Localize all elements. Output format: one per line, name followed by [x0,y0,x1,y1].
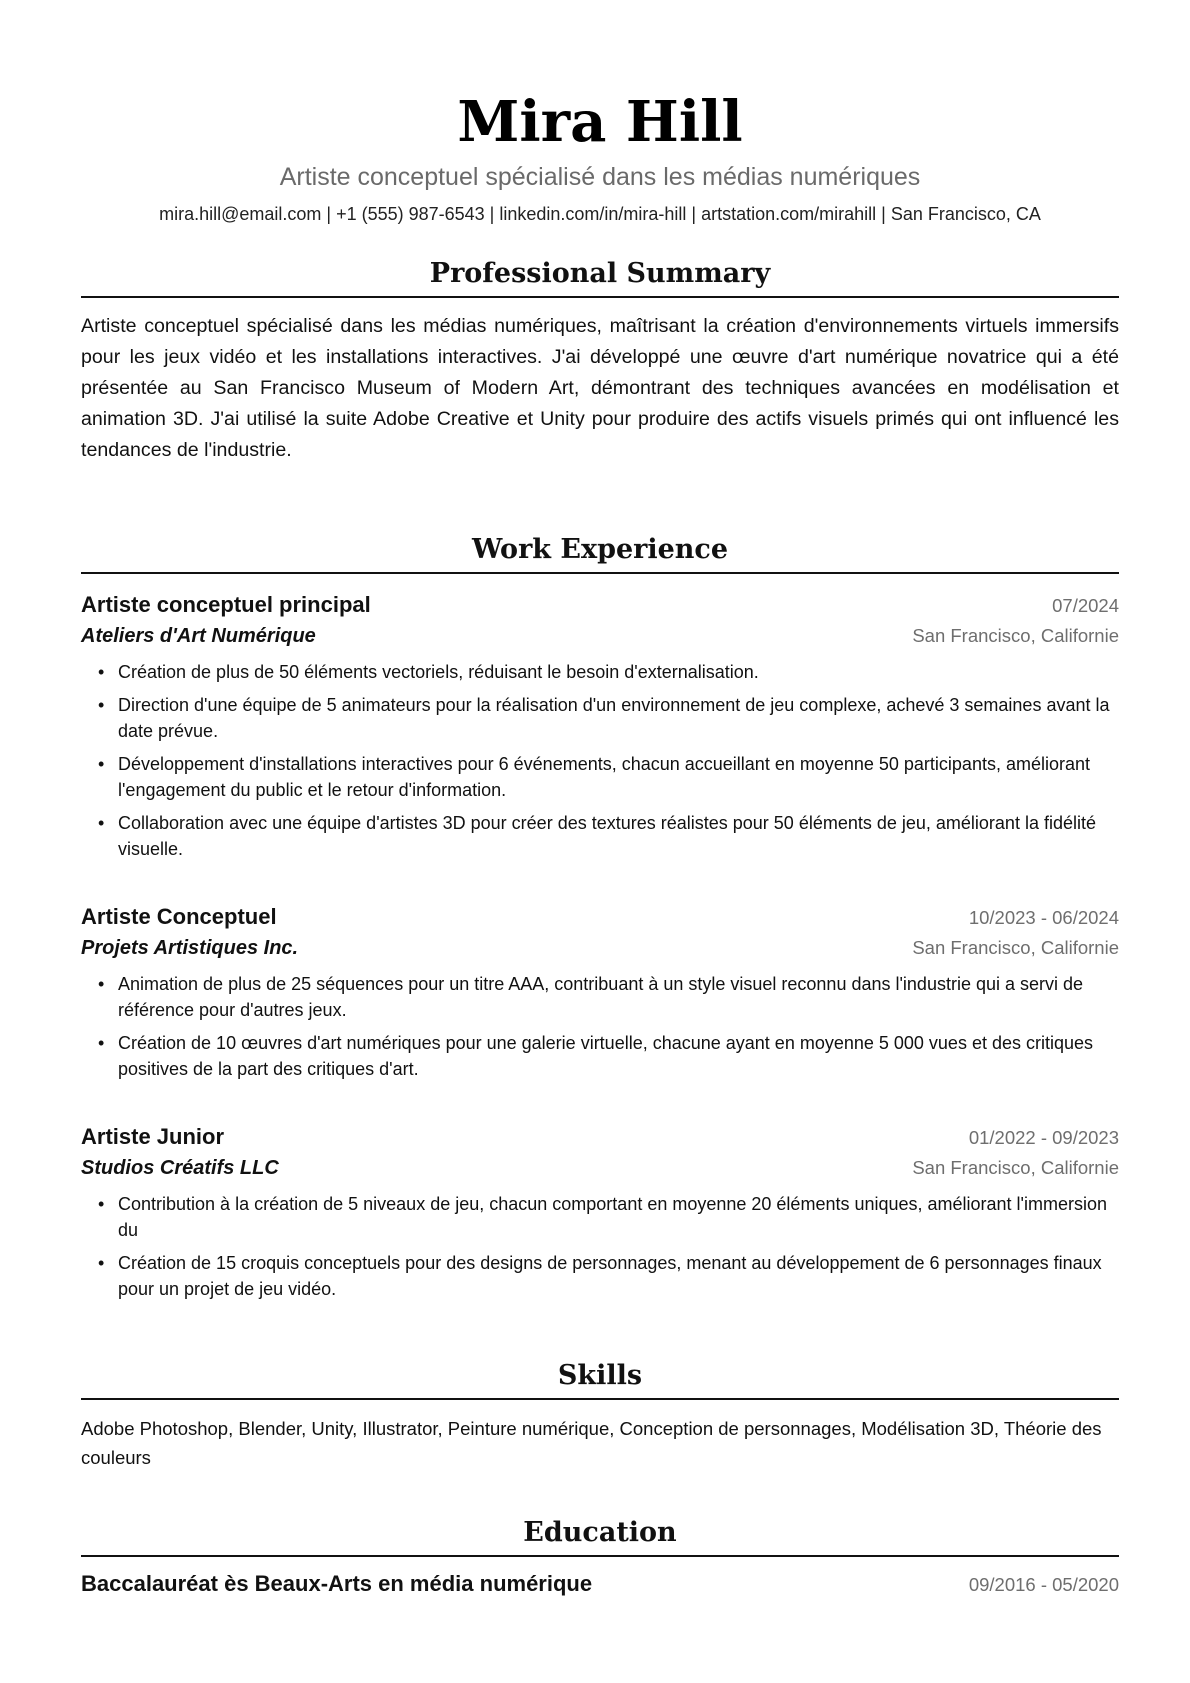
job-bullets [81,659,1119,862]
bullet-item [81,810,1119,862]
bullet-dot: • [98,813,105,833]
job-title: Artiste Junior [81,1124,225,1149]
job-entry [81,590,1119,862]
bullet-item [81,692,1119,744]
job-bullets [81,1191,1119,1302]
bullet-dot: • [98,1253,105,1273]
job-location: San Francisco, Californie [912,1157,1119,1178]
skills-list: Adobe Photoshop, Blender, Unity, Illustrator, Peinture numérique, Conception de personnages, Modélisation 3D, Théorie des couleurs [81,1418,1102,1468]
job-bullets [81,971,1119,1082]
resume-page [81,0,1119,1596]
education-section [81,1517,1119,1600]
bullet-text: Création de 10 œuvres d'art numériques pour une galerie virtuelle, chacune ayant en moyenne 5 000 vues et des critiques positives de la part des critiques d'art. [118,1033,1094,1079]
contact-line: mira.hill@email.com | +1 (555) 987-6543 | linkedin.com/in/mira-hill | artstation.com/mirahill | San Francisco, CA [159,204,1041,224]
experience-heading: Work Experience [81,534,1119,574]
bullet-dot: • [98,695,105,715]
summary-section [81,258,1119,466]
bullet-text: Direction d'une équipe de 5 animateurs pour la réalisation d'un environnement de jeu complexe, achevé 3 semaines avant la date prévue. [118,695,1110,741]
bullet-dot: • [98,754,105,774]
summary-heading: Professional Summary [81,258,1119,298]
bullet-text: Développement d'installations interactives pour 6 événements, chacun accueillant en moyenne 50 participants, améliorant l'engagement du public et le retour d'information. [118,754,1090,800]
bullet-dot: • [98,1194,105,1214]
candidate-name: Mira Hill [457,89,743,155]
skills-heading: Skills [81,1360,1119,1400]
job-title: Artiste Conceptuel [81,904,277,929]
job-entry [81,1122,1119,1302]
experience-section [81,534,1119,1309]
bullet-text: Création de plus de 50 éléments vectoriels, réduisant le besoin d'externalisation. [118,662,759,682]
bullet-text: Collaboration avec une équipe d'artistes 3D pour créer des textures réalistes pour 50 éléments de jeu, améliorant la fidélité visuelle. [118,813,1096,859]
job-date: 10/2023 - 06/2024 [968,907,1119,928]
degree-title: Baccalauréat ès Beaux-Arts en média numérique [81,1571,593,1596]
summary-text: Artiste conceptuel spécialisé dans les médias numériques, maîtrisant la création d'environnements virtuels immersifs pour les jeux vidéo et les installations interactives. J'ai développé une œuvre d'art numérique novatrice qui a été présentée au San Francisco Museum of Modern Art, démontrant des techniques avancées en modélisation et animation 3D. J'ai utilisé la suite Adobe Creative et Unity pour produire des actifs visuels primés qui ont influencé les tendances de l'industrie. [81,315,1119,461]
job-entry [81,902,1119,1082]
job-title: Artiste conceptuel principal [81,592,371,617]
education-entry [81,1569,1119,1600]
skills-section [81,1360,1119,1472]
bullet-item [81,1191,1119,1243]
bullet-text: Création de 15 croquis conceptuels pour des designs de personnages, menant au développement de 6 personnages finaux pour un projet de jeu vidéo. [118,1253,1102,1299]
bullet-item [81,659,1119,685]
bullet-text: Animation de plus de 25 séquences pour un titre AAA, contribuant à un style visuel reconnu dans l'industrie qui a servi de référence pour d'autres jeux. [118,974,1084,1020]
job-date: 01/2022 - 09/2023 [968,1127,1119,1148]
bullet-dot: • [98,974,105,994]
candidate-tagline: Artiste conceptuel spécialisé dans les médias numériques [279,163,921,191]
job-company: Ateliers d'Art Numérique [81,625,316,647]
bullet-item [81,971,1119,1023]
job-location: San Francisco, Californie [912,625,1119,646]
job-location: San Francisco, Californie [912,937,1119,958]
bullet-dot: • [98,662,105,682]
job-date: 07/2024 [1052,595,1119,616]
resume-header [81,0,1119,226]
education-heading: Education [81,1517,1119,1557]
bullet-item [81,751,1119,803]
bullet-item [81,1250,1119,1302]
job-company: Studios Créatifs LLC [81,1157,279,1179]
job-company: Projets Artistiques Inc. [81,937,299,959]
bullet-text: Contribution à la création de 5 niveaux de jeu, chacun comportant en moyenne 20 éléments uniques, améliorant l'immersion du [118,1194,1108,1240]
bullet-dot: • [98,1033,105,1053]
bullet-item [81,1030,1119,1082]
education-date: 09/2016 - 05/2020 [968,1574,1119,1595]
